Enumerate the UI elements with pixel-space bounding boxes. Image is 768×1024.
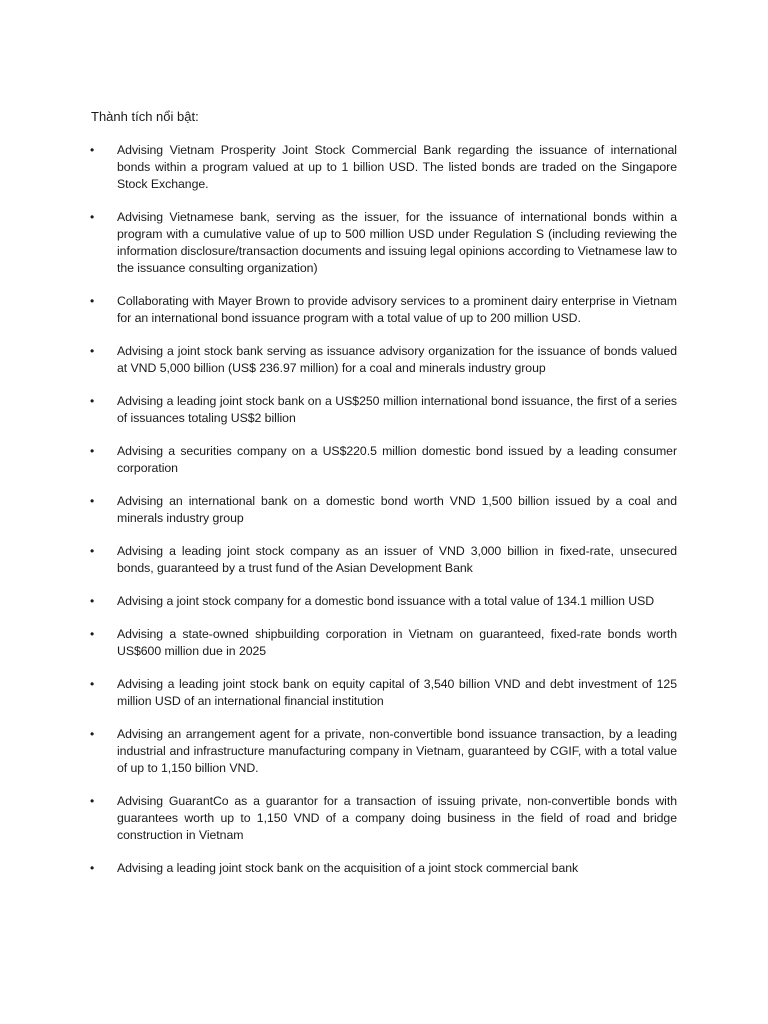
list-item: [91, 142, 677, 193]
list-item-text: Advising a leading joint stock company as an issuer of VND 3,000 billion in fixed-rate, unsecured bonds, guaranteed by a trust fund of the Asian Development Bank: [117, 544, 677, 575]
list-item-text: Advising a leading joint stock bank on a US$250 million international bond issuance, the first of a series of issuances totaling US$2 billion: [117, 394, 677, 425]
section-heading: Thành tích nổi bật:: [91, 109, 199, 124]
bullet-icon: •: [90, 294, 95, 308]
list-item: [91, 343, 677, 377]
list-item: [91, 793, 677, 844]
list-item: [91, 393, 677, 427]
list-item-text: Collaborating with Mayer Brown to provide advisory services to a prominent dairy enterprise in Vietnam for an international bond issuance program with a total value of up to 200 million USD.: [117, 294, 677, 325]
list-item-text: Advising an arrangement agent for a private, non-convertible bond issuance transaction, by a leading industrial and infrastructure manufacturing company in Vietnam, guaranteed by CGIF, with a total value of up to 1,150 billion VND.: [117, 727, 677, 775]
list-item: [91, 726, 677, 777]
list-item-text: Advising Vietnam Prosperity Joint Stock Commercial Bank regarding the issuance of international bonds within a program valued at up to 1 billion USD. The listed bonds are traded on the Singapore Stock Exchange.: [117, 143, 677, 191]
list-item-text: Advising a joint stock bank serving as issuance advisory organization for the issuance of bonds valued at VND 5,000 billion (US$ 236.97 million) for a coal and minerals industry group: [117, 344, 677, 375]
bullet-icon: •: [90, 344, 95, 358]
list-item-text: Advising a leading joint stock bank on the acquisition of a joint stock commercial bank: [117, 861, 579, 875]
bullet-icon: •: [90, 210, 95, 224]
bullet-icon: •: [90, 544, 95, 558]
list-item-text: Advising an international bank on a domestic bond worth VND 1,500 billion issued by a coal and minerals industry group: [117, 494, 677, 525]
bullet-icon: •: [90, 594, 95, 608]
list-item-text: Advising Vietnamese bank, serving as the issuer, for the issuance of international bonds within a program with a cumulative value of up to 500 million USD under Regulation S (including reviewing the information disclosure/transaction documents and issuing legal opinions according to Vietnamese law to the issuance consulting organization): [117, 210, 677, 275]
bullet-icon: •: [90, 494, 95, 508]
list-item: [91, 676, 677, 710]
achievements-list: [91, 142, 677, 893]
bullet-icon: •: [90, 394, 95, 408]
list-item-text: Advising GuarantCo as a guarantor for a transaction of issuing private, non-convertible bonds with guarantees worth up to 1,150 VND of a company doing business in the field of road and bridge construction in Vietnam: [117, 794, 677, 842]
list-item: [91, 493, 677, 527]
bullet-icon: •: [90, 143, 95, 157]
list-item: [91, 293, 677, 327]
list-item: [91, 860, 677, 877]
list-item-text: Advising a joint stock company for a domestic bond issuance with a total value of 134.1 million USD: [117, 594, 655, 608]
list-item: [91, 209, 677, 277]
list-item: [91, 443, 677, 477]
list-item: [91, 626, 677, 660]
bullet-icon: •: [90, 727, 95, 741]
list-item-text: Advising a state-owned shipbuilding corporation in Vietnam on guaranteed, fixed-rate bonds worth US$600 million due in 2025: [117, 627, 677, 658]
bullet-icon: •: [90, 794, 95, 808]
list-item: [91, 593, 677, 610]
list-item-text: Advising a securities company on a US$220.5 million domestic bond issued by a leading consumer corporation: [117, 444, 677, 475]
list-item: [91, 543, 677, 577]
bullet-icon: •: [90, 627, 95, 641]
list-item-text: Advising a leading joint stock bank on equity capital of 3,540 billion VND and debt investment of 125 million USD of an international financial institution: [117, 677, 677, 708]
bullet-icon: •: [90, 444, 95, 458]
bullet-icon: •: [90, 861, 95, 875]
bullet-icon: •: [90, 677, 95, 691]
